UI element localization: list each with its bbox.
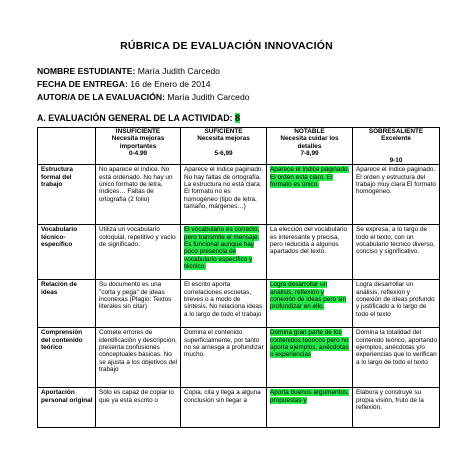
section-score: 8 bbox=[234, 113, 240, 123]
author-value: María Judith Carcedo bbox=[167, 92, 250, 102]
rubric-cell: Domina la totalidad del contenido teórico, aportando ejemplos, anécdotas y/o experiencias que lo verifican a lo largo de todo el texto bbox=[353, 328, 440, 388]
date-line bbox=[37, 79, 211, 89]
rubric-row-aportacion bbox=[38, 388, 440, 428]
criterion-cell: Comprensión del contenido teórico bbox=[38, 328, 96, 388]
header-suficiente: SUFICIENTE Necesita mejoras 5-6,99 bbox=[181, 128, 267, 165]
date-label: FECHA DE ENTREGA: bbox=[37, 79, 128, 89]
rubric-cell-selected: El vocabulario es correcto, pero transmite el mensaje. Es funcional aunque hay poco presencia de vocabulario específico y técnico. bbox=[181, 225, 267, 280]
rubric-cell: Comete errores de identificación y descripción, presenta confusiones conceptuales básicas. No se ajusta a los objetivos del trabajo bbox=[96, 328, 181, 388]
student-label: NOMBRE ESTUDIANTE: bbox=[37, 66, 136, 76]
rubric-cell: Logra desarrollar un análisis, reflexión y conexión de ideas profundo y justificado a lo largo de todo el texto bbox=[353, 280, 440, 328]
rubric-row-estructura bbox=[38, 165, 440, 225]
rubric-cell: Elabora y construye su propia visión, fruto de la reflexión, bbox=[353, 388, 440, 428]
rubric-cell: Se expresa, a lo largo de todo el texto, con un vocabulario técnico diverso, conciso y significativo. bbox=[353, 225, 440, 280]
rubric-header-row bbox=[38, 128, 440, 165]
rubric-row-relacion bbox=[38, 280, 440, 328]
header-empty bbox=[38, 128, 96, 165]
rubric-row-vocabulario bbox=[38, 225, 440, 280]
rubric-table bbox=[37, 127, 440, 428]
criterion-cell: Relación de ideas bbox=[38, 280, 96, 328]
rubric-cell: Copia, cita y llega a alguna conclusión sin llegar a bbox=[181, 388, 267, 428]
date-value: 16 de Enero de 2014 bbox=[130, 79, 211, 89]
rubric-cell: Aparece el índice paginado. No hay faltas de ortografía. La estructura no está clara. El formato no es homogéneo (tipo de letra, tamaño, márgenes…) bbox=[181, 165, 267, 225]
rubric-cell: La elección del vocabulario es interesante y precisa, pero reducida a algunos apartados del texto. bbox=[267, 225, 353, 280]
rubric-cell: Sólo es capaz de copiar lo que ya está escrito o bbox=[96, 388, 181, 428]
header-insuficiente: INSUFICIENTE Necesita mejoras importantes 0-4.99 bbox=[96, 128, 181, 165]
rubric-cell-selected: Aporta buenos argumentos, propuestas y bbox=[267, 388, 353, 428]
author-line bbox=[37, 92, 250, 102]
student-line bbox=[37, 66, 220, 76]
rubric-cell: Su documento es una "corta y pega" de ideas inconexas (Plagio: Textos literales sin citar) bbox=[96, 280, 181, 328]
rubric-cell: El escrito aporta correlaciones escuetas, breves o a modo de síntesis. No relaciona ideas a lo largo de todo el trabajo bbox=[181, 280, 267, 328]
student-value: María Judith Carcedo bbox=[137, 66, 220, 76]
rubric-cell: Utiliza un vocabulario coloquial, repetitivo y vacío de significado. bbox=[96, 225, 181, 280]
rubric-cell-selected: Logra desarrollar un análisis, reflexión y conexión de ideas pero sin profundizar en ello. bbox=[267, 280, 353, 328]
section-heading bbox=[37, 113, 240, 123]
author-label: AUTOR/A DE LA EVALUACIÓN: bbox=[37, 92, 165, 102]
header-notable: NOTABLE Necesita cuidar los detalles 7-8,99 bbox=[267, 128, 353, 165]
rubric-row-comprension bbox=[38, 328, 440, 388]
rubric-cell-selected: Aparece el índice paginado. El orden está claro. El formato es único. bbox=[267, 165, 353, 225]
rubric-cell-selected: Domina gran parte de los contenidos teóricos pero no aporta ejemplos, anécdotas o experiencias bbox=[267, 328, 353, 388]
section-label: A. EVALUACIÓN GENERAL DE LA ACTIVIDAD: bbox=[37, 113, 233, 123]
criterion-cell: Aportación personal original bbox=[38, 388, 96, 428]
rubric-cell: Aparece el índice paginado. El orden y estructura del trabajo muy clara El formato homogéneo. bbox=[353, 165, 440, 225]
header-sobresaliente: SOBRESALIENTE Excelente 9-10 bbox=[353, 128, 440, 165]
rubric-cell: No aparece el índice. No está ordenado. No hay un único formato de letra, índices… Faltas de ortografía (2 folio) bbox=[96, 165, 181, 225]
rubric-cell: Domina el contenido superficialmente, por tanto no se arriesga a profundizar mucho. bbox=[181, 328, 267, 388]
criterion-cell: Vocabulario técnico-específico bbox=[38, 225, 96, 280]
criterion-cell: Estructura formal del trabajo bbox=[38, 165, 96, 225]
document-title: RÚBRICA DE EVALUACIÓN INNOVACIÓN bbox=[120, 40, 333, 52]
